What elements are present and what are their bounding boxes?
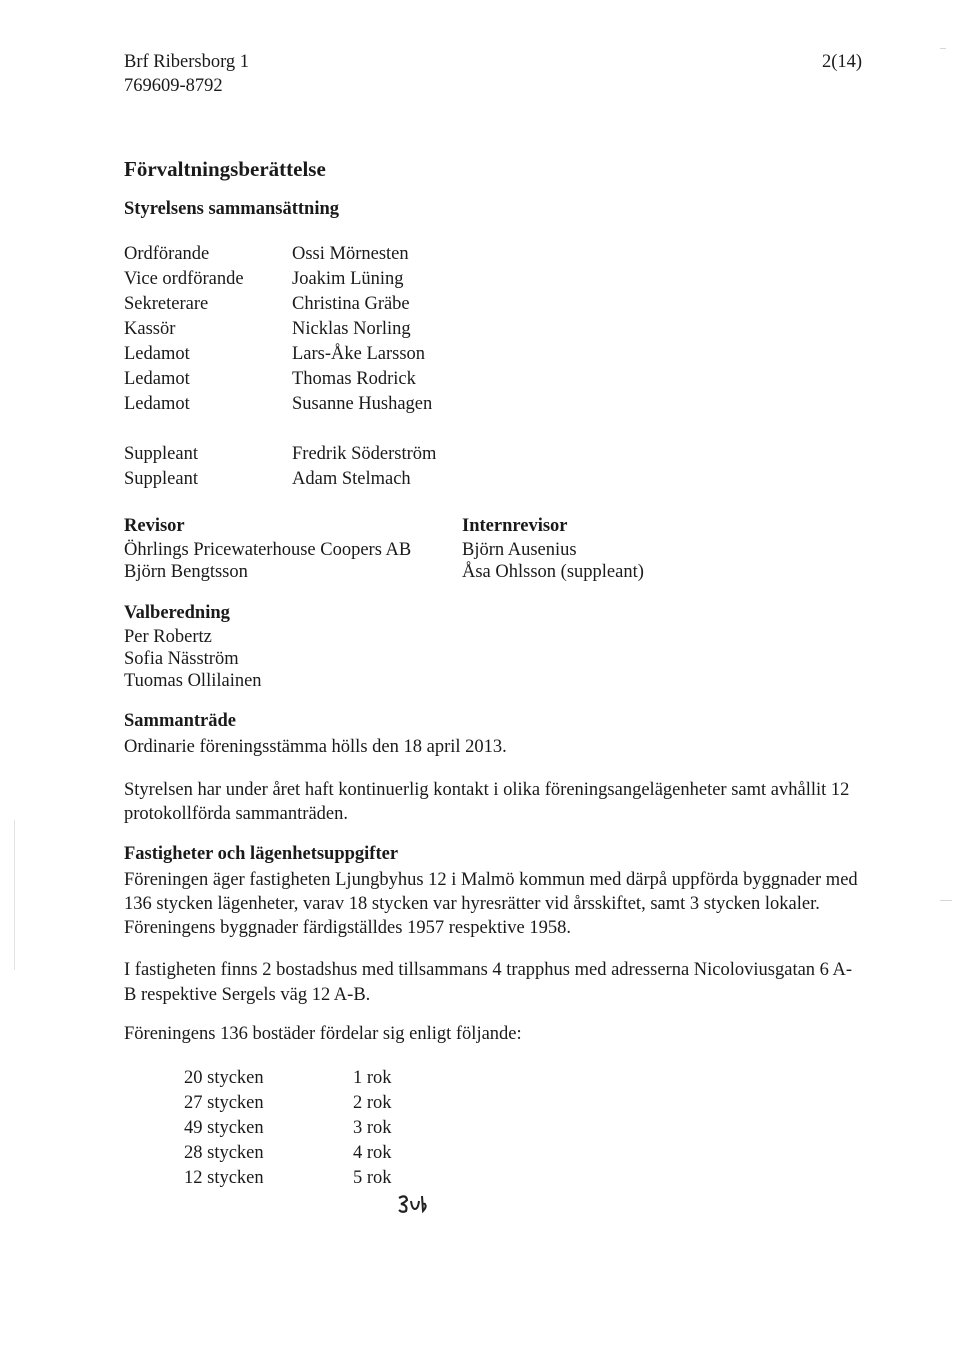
apartment-count: 27 stycken: [184, 1093, 264, 1113]
board-member-name: Lars-Åke Larsson: [292, 344, 426, 364]
meetings-paragraph-line: protokollförda sammanträden.: [124, 804, 348, 824]
apartment-type: 1 rok: [353, 1068, 392, 1088]
internal-auditor-line: Åsa Ohlsson (suppleant): [462, 562, 644, 582]
substitute-role: Suppleant: [124, 444, 198, 464]
apartment-count: 28 stycken: [184, 1143, 264, 1163]
scan-artifact: [14, 820, 15, 970]
nomination-member: Per Robertz: [124, 627, 212, 647]
nomination-member: Tuomas Ollilainen: [124, 671, 262, 691]
property-heading: Fastigheter och lägenhetsuppgifter: [124, 844, 399, 864]
nomination-heading: Valberedning: [124, 603, 230, 623]
board-role: Sekreterare: [124, 294, 209, 314]
board-member-name: Thomas Rodrick: [292, 369, 416, 389]
board-role: Ordförande: [124, 244, 210, 264]
board-heading: Styrelsens sammansättning: [124, 199, 339, 219]
apartment-type: 3 rok: [353, 1118, 392, 1138]
board-role: Vice ordförande: [124, 269, 244, 289]
meetings-paragraph-line: Styrelsen har under året haft kontinuerlig kontakt i olika föreningsangelägenheter samt avhållit 12: [124, 780, 850, 800]
org-number: 769609-8792: [124, 76, 223, 96]
property-paragraph-line: I fastigheten finns 2 bostadshus med tillsammans 4 trapphus med adresserna Nicoloviusgatan 6 A-: [124, 960, 853, 980]
board-role: Kassör: [124, 319, 176, 339]
substitute-name: Adam Stelmach: [292, 469, 411, 489]
substitute-name: Fredrik Söderström: [292, 444, 437, 464]
apartment-type: 5 rok: [353, 1168, 392, 1188]
org-name: Brf Ribersborg 1: [124, 52, 250, 72]
apartment-count: 20 stycken: [184, 1068, 264, 1088]
board-member-name: Ossi Mörnesten: [292, 244, 409, 264]
property-paragraph-line: Föreningens byggnader färdigställdes 1957 respektive 1958.: [124, 918, 571, 938]
page-title: Förvaltningsberättelse: [124, 157, 326, 181]
page-number: 2(14): [822, 52, 863, 72]
board-role: Ledamot: [124, 394, 190, 414]
scan-artifact: [940, 900, 952, 901]
board-role: Ledamot: [124, 344, 190, 364]
meetings-text: Ordinarie föreningsstämma hölls den 18 april 2013.: [124, 737, 507, 757]
apartment-type: 4 rok: [353, 1143, 392, 1163]
board-member-name: Susanne Hushagen: [292, 394, 433, 414]
internal-auditor-line: Björn Ausenius: [462, 540, 577, 560]
apartment-type: 2 rok: [353, 1093, 392, 1113]
auditor-line: Björn Bengtsson: [124, 562, 248, 582]
scan-artifact: [940, 48, 946, 49]
board-member-name: Joakim Lüning: [292, 269, 404, 289]
internal-auditor-heading: Internrevisor: [462, 516, 568, 536]
auditor-line: Öhrlings Pricewaterhouse Coopers AB: [124, 540, 412, 560]
nomination-member: Sofia Näsström: [124, 649, 239, 669]
handwritten-initials: [396, 1192, 430, 1216]
apartment-count: 12 stycken: [184, 1168, 264, 1188]
property-paragraph-line: Föreningen äger fastigheten Ljungbyhus 12 i Malmö kommun med därpå uppförda byggnader med: [124, 870, 858, 890]
property-paragraph-line: 136 stycken lägenheter, varav 18 stycken var hyresrätter vid årsskiftet, samt 3 stycken lokaler.: [124, 894, 820, 914]
substitute-role: Suppleant: [124, 469, 198, 489]
board-member-name: Nicklas Norling: [292, 319, 411, 339]
board-member-name: Christina Gräbe: [292, 294, 410, 314]
board-role: Ledamot: [124, 369, 190, 389]
apartment-count: 49 stycken: [184, 1118, 264, 1138]
meetings-heading: Sammanträde: [124, 711, 237, 731]
apartments-intro: Föreningens 136 bostäder fördelar sig enligt följande:: [124, 1024, 522, 1044]
property-paragraph-line: B respektive Sergels väg 12 A-B.: [124, 985, 371, 1005]
auditor-heading: Revisor: [124, 516, 185, 536]
